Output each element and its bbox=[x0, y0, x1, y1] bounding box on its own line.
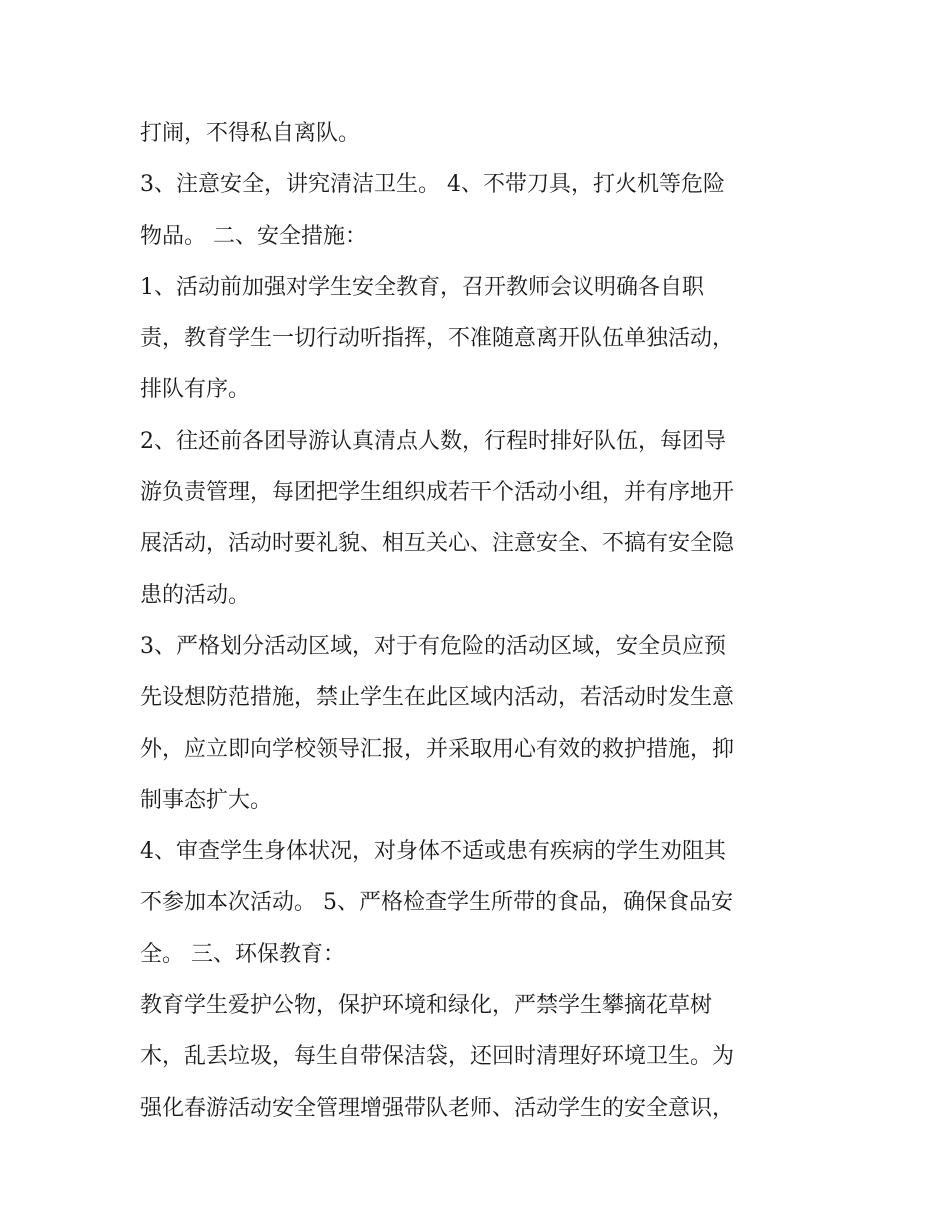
text-line: 木，乱丢垃圾，每生自带保洁袋，还回时清理好环境卫生。为 bbox=[140, 1044, 735, 1070]
text-line: 3、注意安全，讲究清洁卫生。 4、不带刀具，打火机等危险 bbox=[140, 172, 725, 198]
text-line: 全。 三、环保教育： bbox=[140, 941, 345, 967]
text-line: 4、审查学生身体状况，对身体不适或患有疾病的学生劝阻其 bbox=[140, 839, 726, 865]
text-line: 打闹，不得私自离队。 bbox=[140, 121, 361, 146]
text-line: 排队有序。 bbox=[140, 377, 251, 403]
text-line: 制事态扩大。 bbox=[140, 787, 273, 813]
text-line: 1、活动前加强对学生安全教育，召开教师会议明确各自职 bbox=[140, 274, 704, 300]
text-line: 物品。 二、安全措施： bbox=[140, 223, 367, 249]
text-line: 责，教育学生一切行动听指挥，不准随意离开队伍单独活动， bbox=[140, 326, 735, 352]
document-body bbox=[140, 108, 830, 1134]
text-line: 不参加本次活动。 5、严格检查学生所带的食品，确保食品安 bbox=[140, 890, 733, 916]
text-line: 强化春游活动安全管理增强带队老师、活动学生的安全意识， bbox=[140, 1095, 735, 1121]
text-line: 2、往还前各团导游认真清点人数，行程时排好队伍，每团导 bbox=[140, 428, 726, 454]
text-line: 先设想防范措施，禁止学生在此区域内活动，若活动时发生意 bbox=[140, 685, 735, 711]
text-line: 患的活动。 bbox=[140, 582, 251, 608]
text-line: 3、严格划分活动区域，对于有危险的活动区域，安全员应预 bbox=[140, 633, 726, 659]
text-line: 教育学生爱护公物，保护环境和绿化，严禁学生攀摘花草树 bbox=[140, 993, 713, 1019]
text-line: 展活动，活动时要礼貌、相互关心、注意安全、不搞有安全隐 bbox=[140, 531, 735, 557]
text-line: 游负责管理，每团把学生组织成若干个活动小组，并有序地开 bbox=[140, 480, 735, 506]
text-line: 外，应立即向学校领导汇报，并采取用心有效的救护措施，抑 bbox=[140, 736, 735, 762]
